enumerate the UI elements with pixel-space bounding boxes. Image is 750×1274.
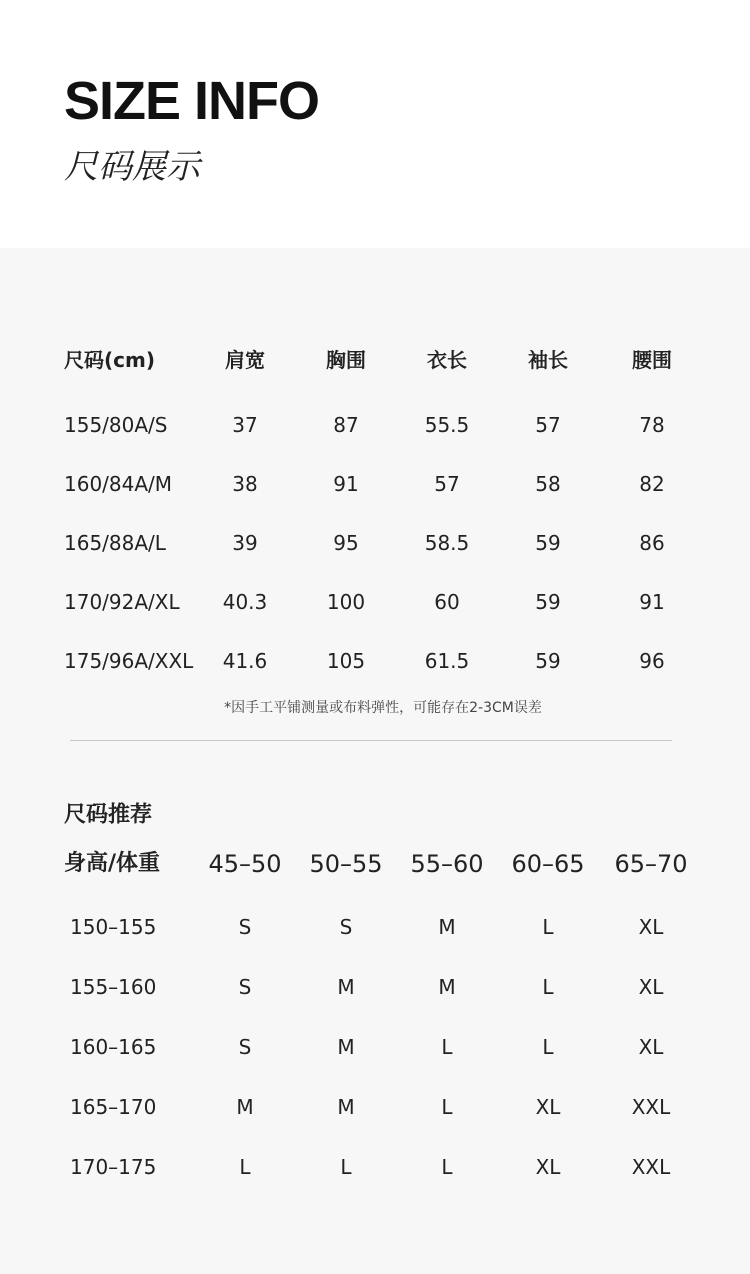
table-cell: L bbox=[340, 1155, 352, 1179]
table-cell: L bbox=[441, 1155, 453, 1179]
table-cell: L bbox=[542, 915, 554, 939]
size-table-header-size: 尺码(cm) bbox=[64, 348, 155, 372]
size-row-label: 165/88A/L bbox=[64, 531, 166, 555]
table-cell: 37 bbox=[232, 413, 258, 437]
table-cell: 95 bbox=[333, 531, 359, 555]
table-cell: XL bbox=[638, 975, 664, 999]
size-panel bbox=[0, 248, 750, 1274]
height-row-label: 170–175 bbox=[70, 1155, 157, 1179]
table-cell: 61.5 bbox=[424, 649, 470, 673]
table-cell: XL bbox=[638, 1035, 664, 1059]
table-cell: 100 bbox=[326, 590, 366, 614]
height-row-label: 160–165 bbox=[70, 1035, 157, 1059]
table-cell: 58 bbox=[535, 472, 561, 496]
table-cell: S bbox=[238, 975, 252, 999]
table-cell: M bbox=[337, 1035, 355, 1059]
table-cell: 87 bbox=[333, 413, 359, 437]
table-cell: M bbox=[337, 1095, 355, 1119]
table-cell: 40.3 bbox=[222, 590, 268, 614]
table-cell: XL bbox=[638, 915, 664, 939]
table-cell: S bbox=[339, 915, 353, 939]
table-cell: 58.5 bbox=[424, 531, 470, 555]
table-cell: XL bbox=[535, 1155, 561, 1179]
table-cell: L bbox=[239, 1155, 251, 1179]
recommend-header-weight: 50–55 bbox=[309, 850, 383, 878]
recommend-header-weight: 65–70 bbox=[614, 850, 688, 878]
measurement-note: *因手工平铺测量或布料弹性，可能存在2-3CM误差 bbox=[224, 700, 542, 716]
recommend-header-height-weight: 身高/体重 bbox=[64, 851, 161, 876]
size-table-header-length: 衣长 bbox=[427, 348, 467, 372]
size-table-header-waist: 腰围 bbox=[632, 348, 672, 372]
table-cell: L bbox=[542, 1035, 554, 1059]
header bbox=[0, 0, 750, 248]
table-cell: 59 bbox=[535, 531, 561, 555]
size-row-label: 170/92A/XL bbox=[64, 590, 180, 614]
size-row-label: 160/84A/M bbox=[64, 472, 173, 496]
size-table-header-chest: 胸围 bbox=[326, 348, 366, 372]
recommend-title: 尺码推荐 bbox=[64, 802, 153, 828]
table-cell: 91 bbox=[333, 472, 359, 496]
table-cell: 41.6 bbox=[222, 649, 268, 673]
table-cell: XXL bbox=[631, 1095, 671, 1119]
height-row-label: 155–160 bbox=[70, 975, 157, 999]
page-title: SIZE INFO bbox=[64, 71, 320, 131]
table-cell: 96 bbox=[639, 649, 665, 673]
table-cell: S bbox=[238, 1035, 252, 1059]
table-cell: 105 bbox=[326, 649, 366, 673]
divider bbox=[70, 740, 672, 741]
table-cell: 57 bbox=[535, 413, 561, 437]
table-cell: M bbox=[236, 1095, 254, 1119]
height-row-label: 150–155 bbox=[70, 915, 157, 939]
size-row-label: 175/96A/XXL bbox=[64, 649, 194, 673]
table-cell: M bbox=[337, 975, 355, 999]
recommend-header-weight: 60–65 bbox=[511, 850, 585, 878]
size-table-header-sleeve: 袖长 bbox=[528, 348, 568, 372]
table-cell: 39 bbox=[232, 531, 258, 555]
table-cell: 60 bbox=[434, 590, 460, 614]
table-cell: 55.5 bbox=[424, 413, 470, 437]
table-cell: L bbox=[441, 1095, 453, 1119]
table-cell: XXL bbox=[631, 1155, 671, 1179]
table-cell: 59 bbox=[535, 590, 561, 614]
table-cell: S bbox=[238, 915, 252, 939]
table-cell: 86 bbox=[639, 531, 665, 555]
table-cell: 78 bbox=[639, 413, 665, 437]
table-cell: 57 bbox=[434, 472, 460, 496]
table-cell: M bbox=[438, 915, 456, 939]
recommend-header-weight: 55–60 bbox=[410, 850, 484, 878]
table-cell: 82 bbox=[639, 472, 665, 496]
table-cell: M bbox=[438, 975, 456, 999]
page-subtitle: 尺码展示 bbox=[64, 147, 200, 187]
size-row-label: 155/80A/S bbox=[64, 413, 168, 437]
size-table-header-shoulder: 肩宽 bbox=[225, 348, 265, 372]
table-cell: 59 bbox=[535, 649, 561, 673]
table-cell: 91 bbox=[639, 590, 665, 614]
table-cell: L bbox=[441, 1035, 453, 1059]
height-row-label: 165–170 bbox=[70, 1095, 157, 1119]
table-cell: XL bbox=[535, 1095, 561, 1119]
recommend-header-weight: 45–50 bbox=[208, 850, 282, 878]
table-cell: 38 bbox=[232, 472, 258, 496]
table-cell: L bbox=[542, 975, 554, 999]
